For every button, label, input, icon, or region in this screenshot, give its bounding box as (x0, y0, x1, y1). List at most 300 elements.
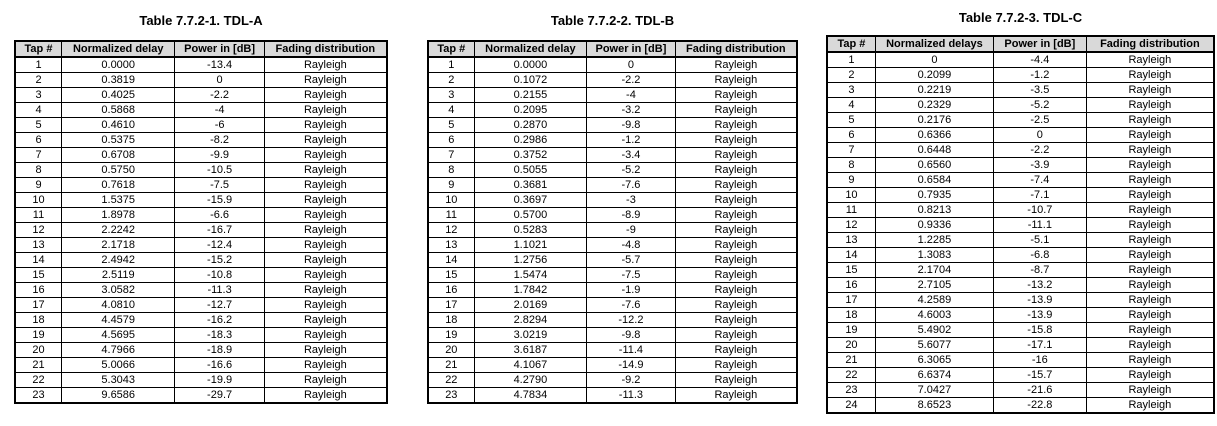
table-cell: 0.5283 (474, 223, 587, 238)
table-row (428, 57, 797, 73)
table-row (428, 163, 797, 178)
table-row (428, 148, 797, 163)
table-row (428, 118, 797, 133)
table-cell: Rayleigh (1086, 353, 1214, 368)
table-cell: 23 (428, 388, 474, 404)
table-cell: -5.1 (993, 233, 1086, 248)
table-row (827, 323, 1214, 338)
table-cell: 5 (827, 113, 875, 128)
table-cell: Rayleigh (1086, 188, 1214, 203)
table-cell: 3 (15, 88, 62, 103)
table-cell: -9.8 (587, 118, 676, 133)
table-cell: 18 (428, 313, 474, 328)
column-header: Normalized delay (474, 41, 587, 57)
table-cell: Rayleigh (675, 313, 797, 328)
table-cell: 1 (428, 57, 474, 73)
table-cell: 8 (15, 163, 62, 178)
table-cell: -2.2 (587, 73, 676, 88)
table-cell: 0 (587, 57, 676, 73)
table-cell: -7.5 (587, 268, 676, 283)
table-cell: Rayleigh (264, 133, 387, 148)
table-cell: Rayleigh (1086, 113, 1214, 128)
table-cell: -2.2 (175, 88, 264, 103)
table-cell: 10 (827, 188, 875, 203)
table-cell: Rayleigh (1086, 218, 1214, 233)
table-cell: 0.2176 (875, 113, 993, 128)
table-cell: Rayleigh (1086, 233, 1214, 248)
table-cell: Rayleigh (1086, 158, 1214, 173)
table-row (827, 52, 1214, 68)
table-row (15, 148, 387, 163)
table-cell: -14.9 (587, 358, 676, 373)
table-cell: 2.2242 (62, 223, 175, 238)
table-row (428, 373, 797, 388)
header-row (827, 36, 1214, 52)
table-cell: -17.1 (993, 338, 1086, 353)
table-cell: 0 (875, 52, 993, 68)
table-row (15, 223, 387, 238)
table-cell: 18 (15, 313, 62, 328)
table-row (428, 133, 797, 148)
table-cell: 0 (993, 128, 1086, 143)
table-cell: 0.2095 (474, 103, 587, 118)
table-cell: 4.7834 (474, 388, 587, 404)
table-cell: Rayleigh (264, 118, 387, 133)
table-row (827, 293, 1214, 308)
table-cell: Rayleigh (675, 373, 797, 388)
tdl-a-table (14, 40, 388, 404)
column-header: Normalized delay (62, 41, 175, 57)
table-cell: 1.8978 (62, 208, 175, 223)
table-row (827, 278, 1214, 293)
table-cell: -12.7 (175, 298, 264, 313)
table-cell: 0.3697 (474, 193, 587, 208)
table-cell: -11.3 (587, 388, 676, 404)
table-cell: -6.8 (993, 248, 1086, 263)
table-cell: 1.7842 (474, 283, 587, 298)
table-cell: 0.2329 (875, 98, 993, 113)
table-cell: 2 (827, 68, 875, 83)
table-cell: Rayleigh (264, 313, 387, 328)
table-cell: -5.7 (587, 253, 676, 268)
table-cell: -21.6 (993, 383, 1086, 398)
table-row (428, 208, 797, 223)
table-cell: 3 (827, 83, 875, 98)
table-cell: 4.7966 (62, 343, 175, 358)
table-cell: 4.5695 (62, 328, 175, 343)
table-cell: Rayleigh (264, 57, 387, 73)
table-row (428, 223, 797, 238)
table-row (827, 98, 1214, 113)
table-cell: 17 (428, 298, 474, 313)
table-cell: 22 (827, 368, 875, 383)
header-row (428, 41, 797, 57)
table-cell: Rayleigh (675, 223, 797, 238)
table-title-tdl-b: Table 7.7.2-2. TDL-B (550, 13, 675, 28)
table-cell: 6.6374 (875, 368, 993, 383)
table-cell: Rayleigh (1086, 52, 1214, 68)
table-cell: 14 (827, 248, 875, 263)
table-cell: -12.2 (587, 313, 676, 328)
table-cell: 12 (15, 223, 62, 238)
table-cell: Rayleigh (675, 148, 797, 163)
table-row (827, 83, 1214, 98)
table-cell: Rayleigh (264, 163, 387, 178)
table-cell: Rayleigh (264, 298, 387, 313)
table-cell: 21 (15, 358, 62, 373)
table-cell: 20 (15, 343, 62, 358)
table-cell: -11.1 (993, 218, 1086, 233)
table-row (428, 388, 797, 404)
column-header: Power in [dB] (587, 41, 676, 57)
table-cell: 2.1704 (875, 263, 993, 278)
table-cell: -18.3 (175, 328, 264, 343)
table-cell: -16.7 (175, 223, 264, 238)
table-cell: -11.3 (175, 283, 264, 298)
column-header: Fading distribution (675, 41, 797, 57)
table-row (15, 388, 387, 404)
table-cell: Rayleigh (1086, 203, 1214, 218)
table-row (15, 57, 387, 73)
table-cell: 0.2099 (875, 68, 993, 83)
tdl-a-section (14, 13, 388, 404)
table-row (428, 298, 797, 313)
table-cell: 21 (428, 358, 474, 373)
table-cell: Rayleigh (264, 253, 387, 268)
table-cell: -9.9 (175, 148, 264, 163)
table-cell: 0.9336 (875, 218, 993, 233)
table-cell: 0.5868 (62, 103, 175, 118)
table-row (428, 103, 797, 118)
table-cell: 6 (827, 128, 875, 143)
table-cell: -18.9 (175, 343, 264, 358)
table-cell: 0.7618 (62, 178, 175, 193)
table-cell: 0.2155 (474, 88, 587, 103)
table-cell: 14 (15, 253, 62, 268)
table-cell: 0.6366 (875, 128, 993, 143)
table-row (15, 133, 387, 148)
table-cell: 2.0169 (474, 298, 587, 313)
table-cell: 0.6584 (875, 173, 993, 188)
table-cell: 1.3083 (875, 248, 993, 263)
table-row (15, 343, 387, 358)
table-cell: -7.6 (587, 298, 676, 313)
table-row (15, 268, 387, 283)
table-row (827, 353, 1214, 368)
table-cell: -1.2 (993, 68, 1086, 83)
table-row (15, 118, 387, 133)
table-cell: 17 (15, 298, 62, 313)
table-cell: 7 (428, 148, 474, 163)
table-cell: 1.1021 (474, 238, 587, 253)
table-cell: 12 (827, 218, 875, 233)
table-cell: 17 (827, 293, 875, 308)
table-row (827, 68, 1214, 83)
table-cell: 0.6448 (875, 143, 993, 158)
table-cell: 0.5700 (474, 208, 587, 223)
table-cell: 3 (428, 88, 474, 103)
table-cell: 9 (827, 173, 875, 188)
table-cell: Rayleigh (264, 73, 387, 88)
table-cell: 7 (15, 148, 62, 163)
table-cell: 11 (15, 208, 62, 223)
table-row (428, 178, 797, 193)
table-cell: 0.3819 (62, 73, 175, 88)
table-cell: -22.8 (993, 398, 1086, 414)
table-row (827, 143, 1214, 158)
table-cell: 4.2790 (474, 373, 587, 388)
table-row (827, 173, 1214, 188)
table-cell: 2.5119 (62, 268, 175, 283)
table-cell: 0.0000 (62, 57, 175, 73)
table-row (827, 218, 1214, 233)
table-cell: 13 (827, 233, 875, 248)
table-cell: -11.4 (587, 343, 676, 358)
column-header: Power in [dB] (993, 36, 1086, 52)
tdl-c-section (826, 10, 1215, 414)
table-cell: Rayleigh (264, 268, 387, 283)
table-cell: 0.5055 (474, 163, 587, 178)
table-cell: -8.7 (993, 263, 1086, 278)
table-row (15, 328, 387, 343)
table-cell: 8 (827, 158, 875, 173)
table-cell: 23 (15, 388, 62, 404)
table-cell: Rayleigh (1086, 83, 1214, 98)
column-header: Fading distribution (1086, 36, 1214, 52)
table-cell: 3.0219 (474, 328, 587, 343)
table-cell: 16 (428, 283, 474, 298)
table-cell: 5 (15, 118, 62, 133)
table-cell: 8 (428, 163, 474, 178)
table-cell: -7.6 (587, 178, 676, 193)
table-cell: 0.7935 (875, 188, 993, 203)
table-cell: 0.0000 (474, 57, 587, 73)
table-cell: 11 (827, 203, 875, 218)
table-cell: Rayleigh (264, 388, 387, 404)
table-cell: 2.4942 (62, 253, 175, 268)
table-cell: Rayleigh (264, 88, 387, 103)
table-cell: 1.5474 (474, 268, 587, 283)
table-cell: 9 (15, 178, 62, 193)
table-cell: 4.6003 (875, 308, 993, 323)
table-row (15, 373, 387, 388)
table-row (827, 338, 1214, 353)
table-cell: 1.5375 (62, 193, 175, 208)
table-cell: 22 (15, 373, 62, 388)
table-cell: Rayleigh (675, 208, 797, 223)
table-cell: 1.2756 (474, 253, 587, 268)
table-cell: 0.6708 (62, 148, 175, 163)
table-cell: Rayleigh (1086, 263, 1214, 278)
table-cell: Rayleigh (675, 253, 797, 268)
table-cell: 10 (428, 193, 474, 208)
table-cell: 0.3681 (474, 178, 587, 193)
table-row (15, 103, 387, 118)
table-cell: -4 (175, 103, 264, 118)
table-cell: 6 (15, 133, 62, 148)
table-cell: 14 (428, 253, 474, 268)
table-cell: 4 (15, 103, 62, 118)
column-header: Power in [dB] (175, 41, 264, 57)
table-cell: Rayleigh (264, 208, 387, 223)
table-cell: -10.5 (175, 163, 264, 178)
table-cell: Rayleigh (1086, 308, 1214, 323)
table-row (15, 253, 387, 268)
table-cell: 0.2219 (875, 83, 993, 98)
table-cell: -7.1 (993, 188, 1086, 203)
table-cell: 6.3065 (875, 353, 993, 368)
table-cell: -13.9 (993, 293, 1086, 308)
table-cell: Rayleigh (675, 88, 797, 103)
table-cell: 12 (428, 223, 474, 238)
table-cell: 3.0582 (62, 283, 175, 298)
table-cell: Rayleigh (675, 358, 797, 373)
table-cell: -3.5 (993, 83, 1086, 98)
table-cell: Rayleigh (1086, 248, 1214, 263)
table-row (827, 113, 1214, 128)
table-cell: -4.8 (587, 238, 676, 253)
table-cell: -4.4 (993, 52, 1086, 68)
table-cell: 13 (15, 238, 62, 253)
table-cell: 0.6560 (875, 158, 993, 173)
table-row (827, 383, 1214, 398)
table-cell: Rayleigh (264, 328, 387, 343)
table-cell: Rayleigh (264, 373, 387, 388)
table-cell: 2 (15, 73, 62, 88)
table-row (428, 358, 797, 373)
table-cell: Rayleigh (675, 193, 797, 208)
table-cell: Rayleigh (264, 193, 387, 208)
table-cell: -3.4 (587, 148, 676, 163)
table-row (428, 253, 797, 268)
table-cell: -16.6 (175, 358, 264, 373)
table-cell: Rayleigh (1086, 278, 1214, 293)
table-cell: Rayleigh (1086, 128, 1214, 143)
table-cell: 4 (428, 103, 474, 118)
table-cell: 18 (827, 308, 875, 323)
table-cell: Rayleigh (675, 57, 797, 73)
table-cell: 3.6187 (474, 343, 587, 358)
table-row (827, 263, 1214, 278)
table-row (15, 283, 387, 298)
table-cell: -1.9 (587, 283, 676, 298)
table-cell: Rayleigh (1086, 323, 1214, 338)
table-row (428, 313, 797, 328)
table-cell: -2.5 (993, 113, 1086, 128)
table-cell: -8.2 (175, 133, 264, 148)
table-cell: Rayleigh (675, 268, 797, 283)
table-row (827, 233, 1214, 248)
table-row (428, 88, 797, 103)
header-row (15, 41, 387, 57)
table-row (15, 313, 387, 328)
column-header: Tap # (15, 41, 62, 57)
table-cell: -8.9 (587, 208, 676, 223)
table-cell: 4 (827, 98, 875, 113)
table-cell: 16 (15, 283, 62, 298)
table-cell: Rayleigh (264, 358, 387, 373)
table-row (15, 358, 387, 373)
table-cell: -15.9 (175, 193, 264, 208)
table-cell: -3.9 (993, 158, 1086, 173)
table-cell: 11 (428, 208, 474, 223)
table-row (15, 208, 387, 223)
table-cell: 15 (827, 263, 875, 278)
table-cell: 10 (15, 193, 62, 208)
table-cell: 2.1718 (62, 238, 175, 253)
table-cell: Rayleigh (1086, 338, 1214, 353)
table-title-tdl-a: Table 7.7.2-1. TDL-A (139, 13, 263, 28)
table-cell: 15 (15, 268, 62, 283)
table-cell: 6 (428, 133, 474, 148)
table-cell: 4.2589 (875, 293, 993, 308)
table-cell: 5.4902 (875, 323, 993, 338)
table-cell: -10.7 (993, 203, 1086, 218)
table-row (428, 73, 797, 88)
table-cell: Rayleigh (264, 223, 387, 238)
table-cell: Rayleigh (264, 283, 387, 298)
table-cell: 4.0810 (62, 298, 175, 313)
table-cell: 7 (827, 143, 875, 158)
table-cell: -6.6 (175, 208, 264, 223)
table-cell: -12.4 (175, 238, 264, 253)
table-cell: Rayleigh (675, 103, 797, 118)
table-row (428, 193, 797, 208)
table-cell: 5.0066 (62, 358, 175, 373)
table-cell: -29.7 (175, 388, 264, 404)
table-cell: Rayleigh (1086, 383, 1214, 398)
table-cell: Rayleigh (1086, 368, 1214, 383)
table-cell: 21 (827, 353, 875, 368)
table-cell: -13.2 (993, 278, 1086, 293)
table-cell: 13 (428, 238, 474, 253)
table-cell: 4.4579 (62, 313, 175, 328)
table-row (15, 178, 387, 193)
column-header: Normalized delays (875, 36, 993, 52)
table-row (827, 203, 1214, 218)
table-cell: 0.4610 (62, 118, 175, 133)
table-cell: 0.3752 (474, 148, 587, 163)
table-cell: -1.2 (587, 133, 676, 148)
table-cell: 22 (428, 373, 474, 388)
table-row (15, 88, 387, 103)
table-cell: -9.8 (587, 328, 676, 343)
table-cell: -15.7 (993, 368, 1086, 383)
table-cell: 19 (827, 323, 875, 338)
table-row (428, 328, 797, 343)
table-row (827, 158, 1214, 173)
table-cell: -9.2 (587, 373, 676, 388)
table-cell: Rayleigh (675, 118, 797, 133)
table-cell: Rayleigh (1086, 143, 1214, 158)
column-header: Tap # (428, 41, 474, 57)
table-row (827, 368, 1214, 383)
table-cell: -16.2 (175, 313, 264, 328)
table-cell: 0.2870 (474, 118, 587, 133)
table-row (15, 298, 387, 313)
table-cell: 0.2986 (474, 133, 587, 148)
tdl-c-table (826, 35, 1215, 414)
table-cell: 20 (428, 343, 474, 358)
table-cell: 15 (428, 268, 474, 283)
table-cell: Rayleigh (675, 343, 797, 358)
table-cell: Rayleigh (675, 163, 797, 178)
table-cell: -19.9 (175, 373, 264, 388)
table-cell: 0.4025 (62, 88, 175, 103)
table-cell: -16 (993, 353, 1086, 368)
table-cell: Rayleigh (675, 298, 797, 313)
table-cell: Rayleigh (264, 343, 387, 358)
